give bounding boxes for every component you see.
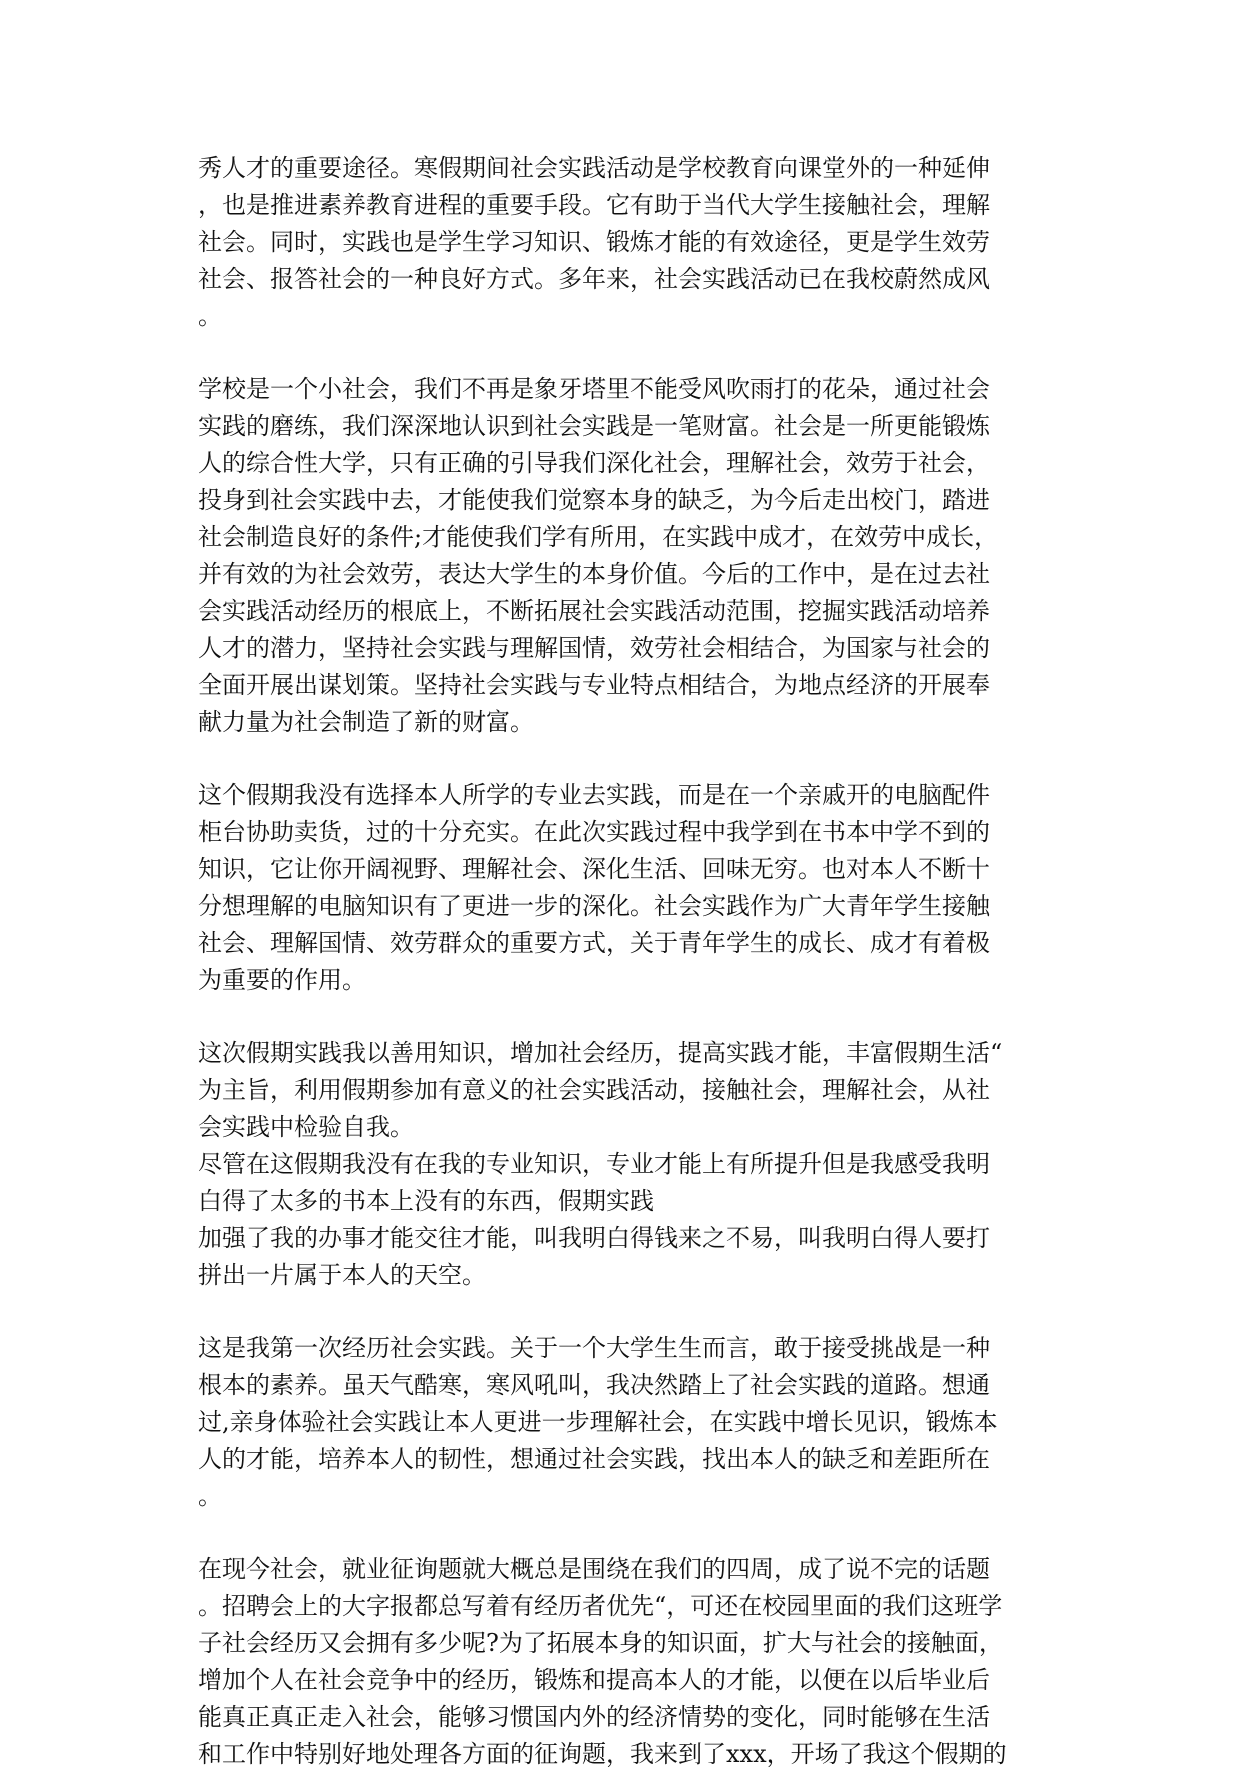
text-line: 全面开展出谋划策。坚持社会实践与专业特点相结合，为地点经济的开展奉: [198, 671, 990, 699]
paragraph-6: [198, 1551, 1058, 1773]
text-line: 投身到社会实践中去，才能使我们觉察本身的缺乏，为今后走出校门，踏进: [198, 486, 990, 514]
text-line: 知识，它让你开阔视野、理解社会、深化生活、回味无穷。也对本人不断十: [198, 855, 990, 883]
text-line: 在现今社会，就业征询题就大概总是围绕在我们的四周，成了说不完的话题: [198, 1555, 990, 1583]
text-line: 会实践活动经历的根底上，不断拓展社会实践活动范围，挖掘实践活动培养: [198, 597, 990, 625]
text-line: 根本的素养。虽天气酷寒，寒风吼叫，我决然踏上了社会实践的道路。想通: [198, 1371, 990, 1399]
paragraph-1: [198, 150, 1058, 335]
text-line: 社会、报答社会的一种良好方式。多年来，社会实践活动已在我校蔚然成风: [198, 265, 990, 293]
text-line: 为主旨，利用假期参加有意义的社会实践活动，接触社会，理解社会，从社: [198, 1076, 990, 1104]
text-line: 为重要的作用。: [198, 966, 366, 994]
text-line: 增加个人在社会竞争中的经历，锻炼和提高本人的才能，以便在以后毕业后: [198, 1666, 990, 1694]
text-line: 能真正真正走入社会，能够习惯国内外的经济情势的变化，同时能够在生活: [198, 1703, 990, 1731]
text-line: 这次假期实践我以善用知识，增加社会经历，提高实践才能，丰富假期生活“: [198, 1039, 1003, 1067]
paragraph-spacer: [198, 1294, 1058, 1330]
text-line: 白得了太多的书本上没有的东西，假期实践: [198, 1187, 654, 1215]
paragraph-spacer: [198, 1515, 1058, 1551]
text-line: 实践的磨练，我们深深地认识到社会实践是一笔财富。社会是一所更能锻炼: [198, 412, 990, 440]
text-line: ，也是推进素养教育进程的重要手段。它有助于当代大学生接触社会，理解: [198, 191, 990, 219]
paragraph-5: [198, 1330, 1058, 1515]
text-line: 学校是一个小社会，我们不再是象牙塔里不能受风吹雨打的花朵，通过社会: [198, 375, 990, 403]
document-body: [198, 150, 1058, 1773]
text-line: 这个假期我没有选择本人所学的专业去实践，而是在一个亲戚开的电脑配件: [198, 781, 990, 809]
text-line: 柜台协助卖货，过的十分充实。在此次实践过程中我学到在书本中学不到的: [198, 818, 990, 846]
text-line: 拼出一片属于本人的天空。: [198, 1261, 486, 1289]
paragraph-4: [198, 1035, 1058, 1294]
text-line: 。: [198, 302, 222, 330]
paragraph-3: [198, 777, 1058, 999]
text-line: 秀人才的重要途径。寒假期间社会实践活动是学校教育向课堂外的一种延伸: [198, 154, 990, 182]
paragraph-2: [198, 371, 1058, 741]
text-line: 加强了我的办事才能交往才能，叫我明白得钱来之不易，叫我明白得人要打: [198, 1224, 990, 1252]
text-line: 分想理解的电脑知识有了更进一步的深化。社会实践作为广大青年学生接触: [198, 892, 990, 920]
text-line: 人才的潜力，坚持社会实践与理解国情，效劳社会相结合，为国家与社会的: [198, 634, 990, 662]
text-line: 过,亲身体验社会实践让本人更进一步理解社会，在实践中增长见识，锻炼本: [198, 1408, 998, 1436]
text-line: 社会。同时，实践也是学生学习知识、锻炼才能的有效途径，更是学生效劳: [198, 228, 990, 256]
text-line: 社会制造良好的条件;才能使我们学有所用，在实践中成才，在效劳中成长，: [198, 523, 999, 551]
text-line: 人的才能，培养本人的韧性，想通过社会实践，找出本人的缺乏和差距所在: [198, 1445, 990, 1473]
paragraph-spacer: [198, 335, 1058, 371]
paragraph-spacer: [198, 741, 1058, 777]
text-line: 这是我第一次经历社会实践。关于一个大学生生而言，敢于接受挑战是一种: [198, 1334, 990, 1362]
paragraph-spacer: [198, 999, 1058, 1035]
text-line: 和工作中特别好地处理各方面的征询题，我来到了xxx，开场了我这个假期的: [198, 1740, 1007, 1768]
text-line: 并有效的为社会效劳，表达大学生的本身价值。今后的工作中，是在过去社: [198, 560, 990, 588]
text-line: 尽管在这假期我没有在我的专业知识，专业才能上有所提升但是我感受我明: [198, 1150, 990, 1178]
text-line: 会实践中检验自我。: [198, 1113, 414, 1141]
text-line: 子社会经历又会拥有多少呢?为了拓展本身的知识面，扩大与社会的接触面，: [198, 1629, 1003, 1657]
text-line: 。招聘会上的大字报都总写着有经历者优先“，可还在校园里面的我们这班学: [198, 1592, 1003, 1620]
text-line: 社会、理解国情、效劳群众的重要方式，关于青年学生的成长、成才有着极: [198, 929, 990, 957]
text-line: 。: [198, 1482, 222, 1510]
text-line: 献力量为社会制造了新的财富。: [198, 708, 534, 736]
text-line: 人的综合性大学，只有正确的引导我们深化社会，理解社会，效劳于社会，: [198, 449, 990, 477]
